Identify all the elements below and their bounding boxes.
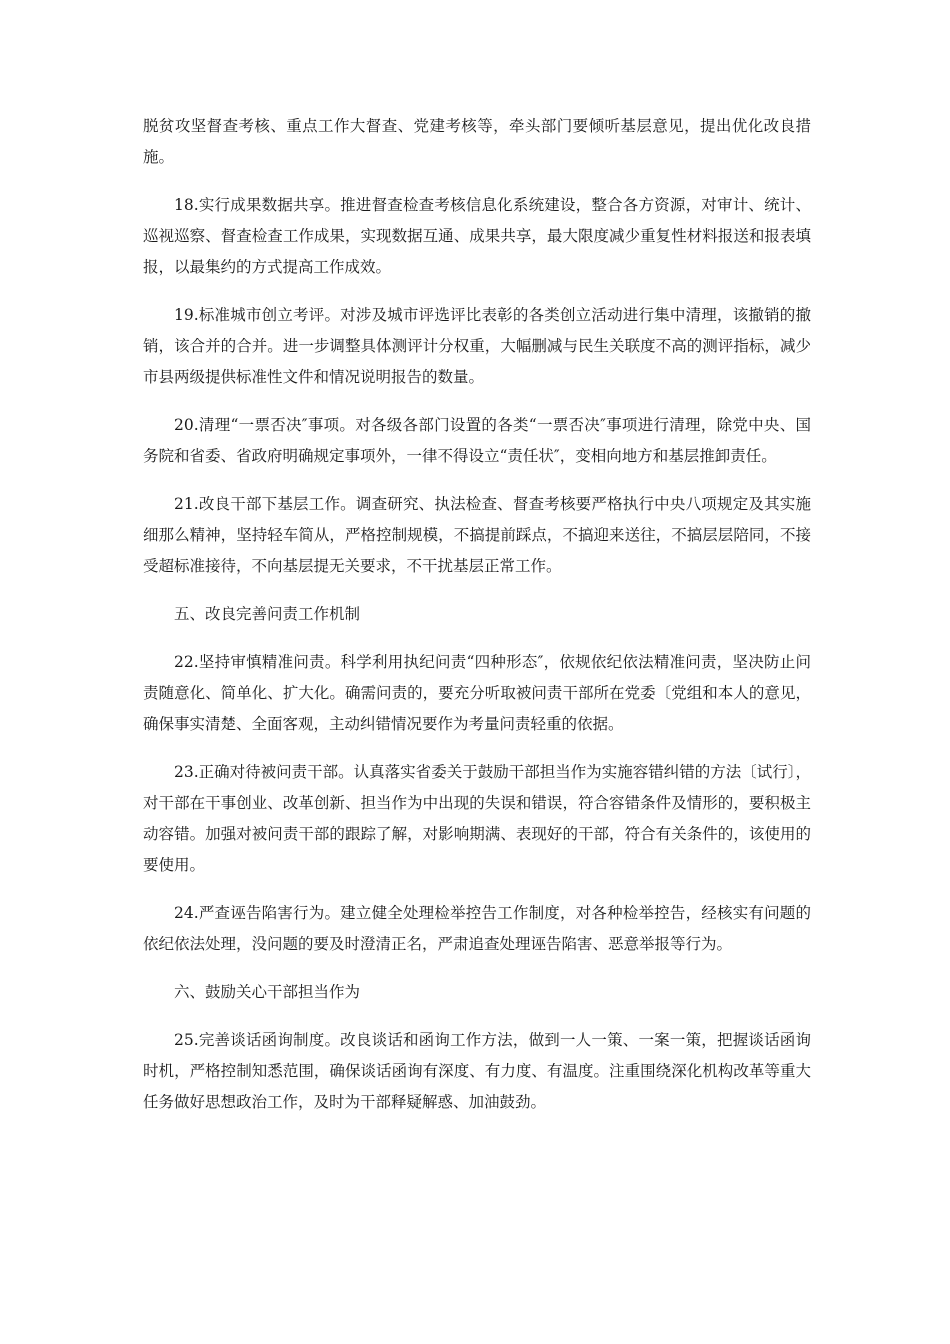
paragraph-continuation: 脱贫攻坚督查考核、重点工作大督查、党建考核等，牵头部门要倾听基层意见，提出优化改良措施。 xyxy=(143,117,811,166)
section-heading-6: 六、鼓励关心干部担当作为 xyxy=(174,983,361,1001)
section-heading-5: 五、改良完善问责工作机制 xyxy=(174,605,361,623)
paragraph-item-21: 21.改良干部下基层工作。调查研究、执法检查、督查考核要严格执行中央八项规定及其实施细那么精神，坚持轻车简从，严格控制规模，不搞提前踩点，不搞迎来送往，不搞层层陪同，不接受超标准接待，不向基层提无关要求，不干扰基层正常工作。 xyxy=(143,495,811,575)
paragraph-item-22: 22.坚持审慎精准问责。科学利用执纪问责“四种形态″，依规依纪依法精准问责，坚决防止问责随意化、简单化、扩大化。确需问责的，要充分听取被问责干部所在党委〔党组和本人的意见，确保事实清楚、全面客观，主动纠错情况要作为考量问责轻重的依据。 xyxy=(143,653,811,733)
document-page xyxy=(143,111,811,1135)
paragraph-item-18: 18.实行成果数据共享。推进督查检查考核信息化系统建设，整合各方资源，对审计、统计、巡视巡察、督查检查工作成果，实现数据互通、成果共享，最大限度减少重复性材料报送和报表填报，以最集约的方式提高工作成效。 xyxy=(143,196,811,276)
paragraph-item-20: 20.清理“一票否决″事项。对各级各部门设置的各类“一票否决″事项进行清理，除党中央、国务院和省委、省政府明确规定事项外，一律不得设立“责任状″，变相向地方和基层推卸责任。 xyxy=(143,416,811,465)
paragraph-item-24: 24.严查诬告陷害行为。建立健全处理检举控告工作制度，对各种检举控告，经核实有问题的依纪依法处理，没问题的要及时澄清正名，严肃追查处理诬告陷害、恶意举报等行为。 xyxy=(143,904,811,953)
paragraph-item-25: 25.完善谈话函询制度。改良谈话和函询工作方法，做到一人一策、一案一策，把握谈话函询时机，严格控制知悉范围，确保谈话函询有深度、有力度、有温度。注重围绕深化机构改革等重大任务做好思想政治工作，及时为干部释疑解惑、加油鼓劲。 xyxy=(143,1031,811,1111)
paragraph-item-19: 19.标准城市创立考评。对涉及城市评选评比表彰的各类创立活动进行集中清理，该撤销的撤销，该合并的合并。进一步调整具体测评计分权重，大幅删减与民生关联度不高的测评指标，减少市县两级提供标准性文件和情况说明报告的数量。 xyxy=(143,306,811,386)
paragraph-item-23: 23.正确对待被问责干部。认真落实省委关于鼓励干部担当作为实施容错纠错的方法〔试行〕，对干部在干事创业、改革创新、担当作为中出现的失误和错误，符合容错条件及情形的，要积极主动容错。加强对被问责干部的跟踪了解，对影响期满、表现好的干部，符合有关条件的，该使用的要使用。 xyxy=(143,763,811,874)
